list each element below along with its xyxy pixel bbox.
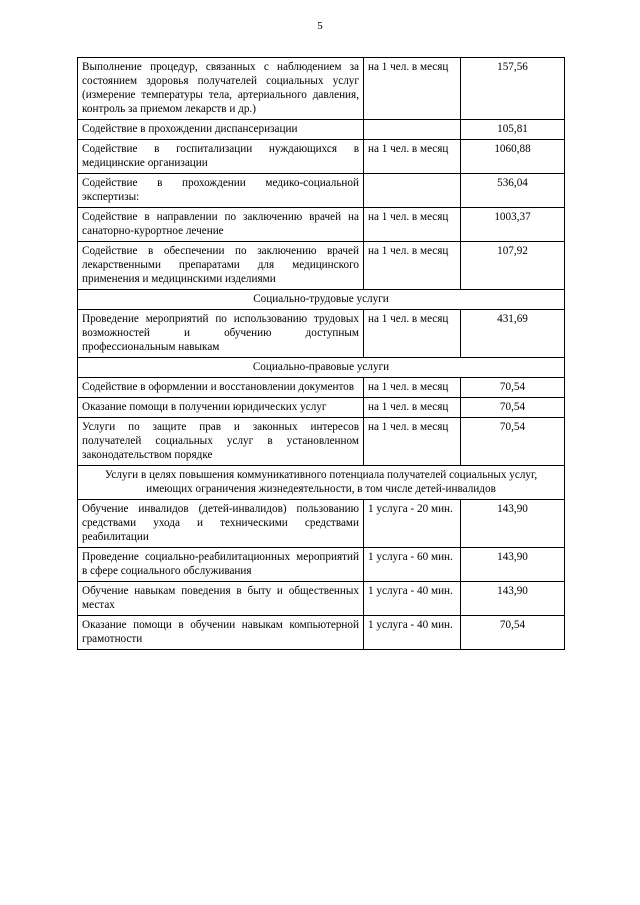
table-row — [78, 548, 565, 582]
service-price: 143,90 — [461, 548, 565, 582]
section-title: Социально-трудовые услуги — [78, 290, 565, 310]
service-price: 105,81 — [461, 120, 565, 140]
services-table — [77, 57, 565, 650]
service-name: Содействие в оформлении и восстановлении документов — [78, 378, 364, 398]
table-row — [78, 140, 565, 174]
section-row — [78, 358, 565, 378]
table-row — [78, 378, 565, 398]
service-price: 1060,88 — [461, 140, 565, 174]
service-unit: на 1 чел. в месяц — [364, 418, 461, 466]
service-name: Оказание помощи в получении юридических услуг — [78, 398, 364, 418]
service-name: Обучение инвалидов (детей-инвалидов) пользованию средствами ухода и техническими средствами реабилитации — [78, 500, 364, 548]
table-row — [78, 208, 565, 242]
table-row — [78, 418, 565, 466]
service-unit: 1 услуга - 60 мин. — [364, 548, 461, 582]
table-row — [78, 242, 565, 290]
table-row — [78, 500, 565, 548]
service-price: 431,69 — [461, 310, 565, 358]
service-unit — [364, 174, 461, 208]
service-price: 70,54 — [461, 378, 565, 398]
service-name: Содействие в прохождении диспансеризации — [78, 120, 364, 140]
service-name: Услуги по защите прав и законных интересов получателей социальных услуг в установленном законодательством порядке — [78, 418, 364, 466]
service-price: 70,54 — [461, 418, 565, 466]
service-name: Содействие в обеспечении по заключению врачей лекарственными препаратами для медицинского применения и медицинскими изделиями — [78, 242, 364, 290]
table-row — [78, 582, 565, 616]
service-price: 143,90 — [461, 500, 565, 548]
service-name: Проведение социально-реабилитационных мероприятий в сфере социального обслуживания — [78, 548, 364, 582]
service-name: Оказание помощи в обучении навыкам компьютерной грамотности — [78, 616, 364, 650]
service-price: 107,92 — [461, 242, 565, 290]
service-unit: на 1 чел. в месяц — [364, 378, 461, 398]
service-unit: на 1 чел. в месяц — [364, 140, 461, 174]
service-price: 70,54 — [461, 398, 565, 418]
service-unit: 1 услуга - 40 мин. — [364, 582, 461, 616]
service-unit — [364, 120, 461, 140]
service-name: Выполнение процедур, связанных с наблюдением за состоянием здоровья получателей социальных услуг (измерение температуры тела, артериального давления, контроль за приемом лекарств и др.) — [78, 58, 364, 120]
table-row — [78, 174, 565, 208]
service-unit: на 1 чел. в месяц — [364, 398, 461, 418]
table-row — [78, 58, 565, 120]
service-name: Содействие в направлении по заключению врачей на санаторно-курортное лечение — [78, 208, 364, 242]
service-unit: на 1 чел. в месяц — [364, 208, 461, 242]
service-unit: на 1 чел. в месяц — [364, 242, 461, 290]
service-price: 143,90 — [461, 582, 565, 616]
service-price: 1003,37 — [461, 208, 565, 242]
service-name: Обучение навыкам поведения в быту и общественных местах — [78, 582, 364, 616]
table-row — [78, 310, 565, 358]
service-unit: на 1 чел. в месяц — [364, 310, 461, 358]
section-title: Социально-правовые услуги — [78, 358, 565, 378]
section-row — [78, 466, 565, 500]
service-price: 536,04 — [461, 174, 565, 208]
service-price: 70,54 — [461, 616, 565, 650]
service-name: Содействие в прохождении медико-социальной экспертизы: — [78, 174, 364, 208]
service-unit: 1 услуга - 40 мин. — [364, 616, 461, 650]
service-price: 157,56 — [461, 58, 565, 120]
service-unit: 1 услуга - 20 мин. — [364, 500, 461, 548]
service-name: Проведение мероприятий по использованию трудовых возможностей и обучению доступным профессиональным навыкам — [78, 310, 364, 358]
section-title: Услуги в целях повышения коммуникативного потенциала получателей социальных услуг, имеющих ограничения жизнедеятельности, в том числе детей-инвалидов — [78, 466, 565, 500]
page-number: 5 — [317, 20, 323, 32]
table-row — [78, 398, 565, 418]
section-row — [78, 290, 565, 310]
service-name: Содействие в госпитализации нуждающихся в медицинские организации — [78, 140, 364, 174]
table-row — [78, 616, 565, 650]
service-unit: на 1 чел. в месяц — [364, 58, 461, 120]
table-row — [78, 120, 565, 140]
